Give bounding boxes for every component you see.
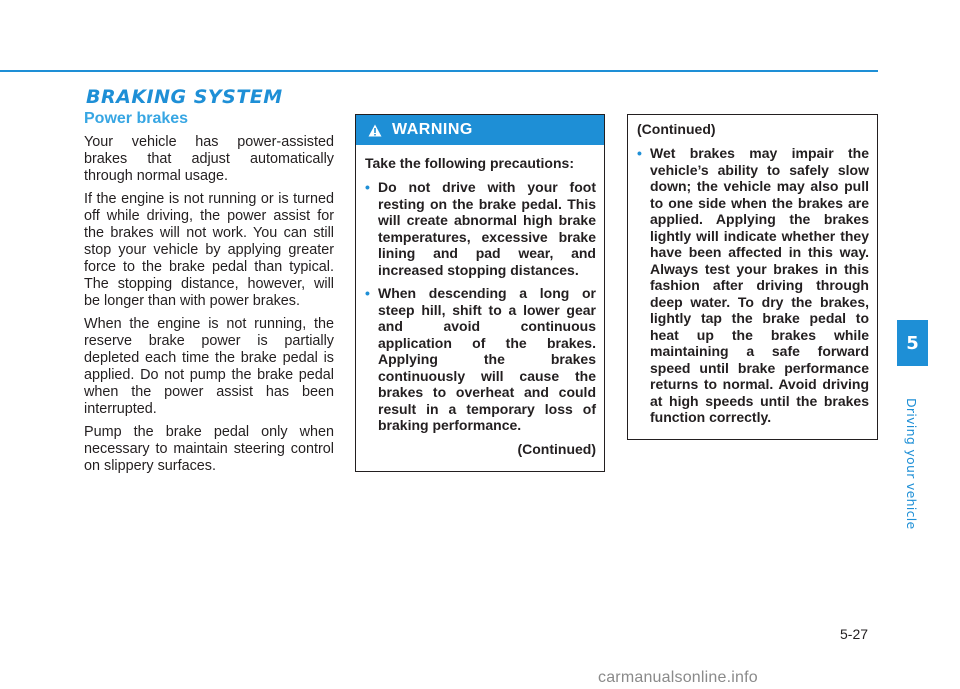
list-item (365, 285, 596, 434)
warning-title: WARNING (392, 121, 473, 138)
continued-label: (Continued) (517, 440, 596, 457)
paragraph: When the engine is not running, the reserve brake power is partially depleted each time the brake pedal is applied. Do not pump the brake pedal when the power assist has been interrupted. (84, 316, 334, 417)
continued-body (628, 115, 877, 426)
warning-header (356, 115, 604, 145)
subheading-power-brakes: Power brakes (84, 110, 189, 127)
top-rule (0, 70, 878, 72)
paragraph: Your vehicle has power-assisted brakes that adjust automatically through normal usage. (84, 134, 334, 184)
warning-triangle-icon (368, 124, 382, 137)
bullet-dot: • (365, 285, 370, 301)
warning-body (356, 145, 604, 458)
left-column (84, 110, 334, 481)
section-title: BRAKING SYSTEM (86, 86, 283, 108)
bullet-dot: • (365, 179, 370, 195)
bullet-text: Wet brakes may impair the vehicle’s ability to safely slow down; the vehicle may also pull to one side when the brakes are applied. Applying the brakes lightly will indicate whether they have been affected in this way. Always test your brakes in this fashion after driving through deep water. To dry the brakes, lightly tap the brake pedal to heat up the brakes while maintaining a safe forward speed until brake performance returns to normal. Avoid driving at high speeds until the brakes function correctly. (650, 145, 869, 425)
continued-bullet-list (637, 145, 869, 426)
list-item (365, 179, 596, 278)
page-number: 5-27 (840, 626, 869, 642)
warning-bullet-list (365, 179, 596, 434)
list-item (637, 145, 869, 426)
bullet-text: When descending a long or steep hill, shift to a lower gear and avoid continuous application of the brakes. Applying the brakes continuously will cause the brakes to overheat and could result in a temporary loss of braking performance. (378, 285, 596, 433)
chapter-label: Driving your vehicle (904, 398, 919, 530)
chapter-tab: 5 (897, 320, 928, 366)
warning-box (355, 114, 605, 472)
paragraph: If the engine is not running or is turned off while driving, the power assist for the brakes will not work. You can still stop your vehicle by applying greater force to the brake pedal than typical. The stopping distance, however, will be longer than with power brakes. (84, 191, 334, 309)
bullet-text: Do not drive with your foot resting on the brake pedal. This will create abnormal high brake temperatures, excessive brake lining and pad wear, and increased stopping distances. (378, 179, 596, 278)
continued-label: (Continued) (637, 121, 716, 137)
paragraph: Pump the brake pedal only when necessary to maintain steering control on slippery surfaces. (84, 424, 334, 474)
bullet-dot: • (637, 145, 642, 161)
warning-intro: Take the following precautions: (365, 155, 574, 171)
watermark: carmanualsonline.info (598, 669, 758, 686)
continued-warning-box (627, 114, 878, 440)
